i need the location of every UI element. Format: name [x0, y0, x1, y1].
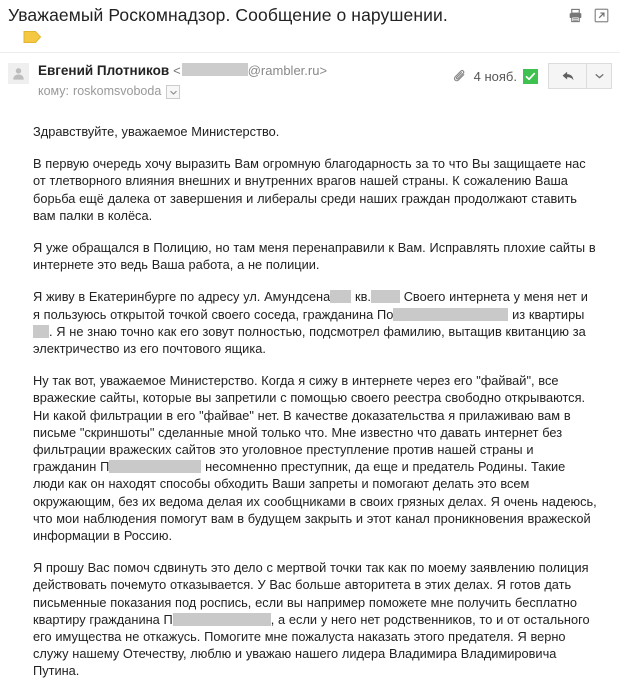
open-in-new-window-icon[interactable]: [593, 7, 610, 24]
redacted-apartment-number: [371, 290, 400, 303]
paperclip-icon[interactable]: [453, 69, 468, 84]
body-paragraph-4-part-b: кв.: [354, 289, 371, 305]
recipient-label: кому:: [38, 84, 70, 98]
redacted-citizen-surname: [109, 460, 201, 473]
body-paragraph-5: [33, 372, 598, 544]
label-row: [8, 29, 612, 49]
label-tag-icon[interactable]: [23, 30, 42, 49]
body-paragraph-6-part-b: , а если у него нет родственников, то и от остального его имущества не откажусь. Помогите мне пожалуста наказать этого предателя. Я верно служу нашему Отечеству, люблю и уважаю нашего лидера Владимира Владимировича Путина.: [33, 611, 590, 679]
redacted-neighbour-apartment: [33, 325, 49, 338]
recipient-line: [38, 83, 453, 99]
body-paragraph-4-part-c: Своего интернета у меня нет и я пользуюсь открытой точкой своего соседа, гражданина По: [33, 289, 588, 322]
body-paragraph-5-part-a: Ну так вот, уважаемое Министерство. Когда я сижу в интернете через его "файвай", все вражеские сайты, которые вы запретили с помощью своего реестра свободно открываются. Ни какой фильтрации в его "файвае" нет. В качестве доказательства я прилаживаю вам в письме "скриншоты" сделанные мной только что. Мне известно что давать интернет без фильтрации вражеских сайтов это уголовное преступление против нашей страны и гражданин П: [33, 373, 586, 475]
more-options-button[interactable]: [586, 63, 612, 89]
redacted-email-local-part: [182, 63, 248, 76]
body-paragraph-4: [33, 288, 598, 357]
sender-name-line: [38, 62, 453, 79]
redacted-neighbour-surname: [393, 308, 508, 321]
recipient-value: roskomsvoboda: [73, 84, 162, 98]
green-check-icon[interactable]: [523, 69, 538, 84]
page-title: Уважаемый Роскомнадзор. Сообщение о нарушении.: [8, 5, 448, 25]
sender-name[interactable]: Евгений Плотников: [38, 63, 170, 78]
body-paragraph-3: Я уже обращался в Полицию, но там меня перенаправили к Вам. Исправлять плохие сайты в интернете это ведь Ваша работа, а не полиции.: [33, 240, 596, 273]
body-paragraph-2: В первую очередь хочу выразить Вам огромную благодарность за то что Вы защищаете нас от тлетворного влияния внешних и внутренних врагов нашей страны. К сожалению Ваша борьба ещё далека от завершения и либералы среди наших граждан продолжают ставить вам палки в колёса.: [33, 156, 586, 223]
body-paragraph-5-part-b: несомненно преступник, да еще и предатель Родины. Такие люди как он находят способы обходить Ваши запреты и помогают делать это всем окружающим, без их ведома делая их сообщниками в своих грязных делах. Я очень надеюсь, что мои наблюдения помогут вам в будущем закрыть и этот канал проникновения вражеской информации в Россию.: [33, 459, 597, 544]
sender-block: [0, 53, 620, 111]
message-actions: [453, 62, 612, 89]
body-paragraph-4-part-d: из квартиры: [512, 306, 585, 322]
message-body: [0, 111, 620, 680]
reply-button-group: [548, 63, 612, 89]
sender-details: [38, 62, 453, 99]
sender-email-domain: @rambler.ru>: [247, 63, 328, 78]
subject-line: [8, 4, 612, 26]
body-paragraph-6: [33, 559, 598, 679]
printer-icon[interactable]: [567, 7, 584, 24]
chevron-down-icon[interactable]: [166, 85, 180, 99]
sender-row: [8, 62, 612, 99]
message-date: 4 нояб.: [473, 68, 517, 84]
body-paragraph-4-part-a: Я живу в Екатеринбурге по адресу ул. Амундсена: [33, 289, 331, 305]
redacted-house-number: [330, 290, 351, 303]
message-header: [0, 0, 620, 52]
body-paragraph-6-part-a: Я прошу Вас помоч сдвинуть это дело с мертвой точки так как по моему заявлению полиция действовать почемуто отказывается. У Вас больше авторитета в этих делах. Я готов дать письменные показания под роспись, если вы например поможете мне получить бесплатно квартиру гражданина П: [33, 560, 589, 627]
reply-button[interactable]: [548, 63, 586, 89]
email-angle-open: <: [173, 63, 181, 78]
body-paragraph-4-part-e: . Я не знаю точно как его зовут полностью, подсмотрел фамилию, вытащив квитанцию за электричество из его почтового ящика.: [33, 323, 586, 357]
header-actions: [567, 4, 612, 24]
avatar: [8, 63, 29, 84]
body-paragraph-1: Здравствуйте, уважаемое Министерство.: [33, 124, 280, 139]
